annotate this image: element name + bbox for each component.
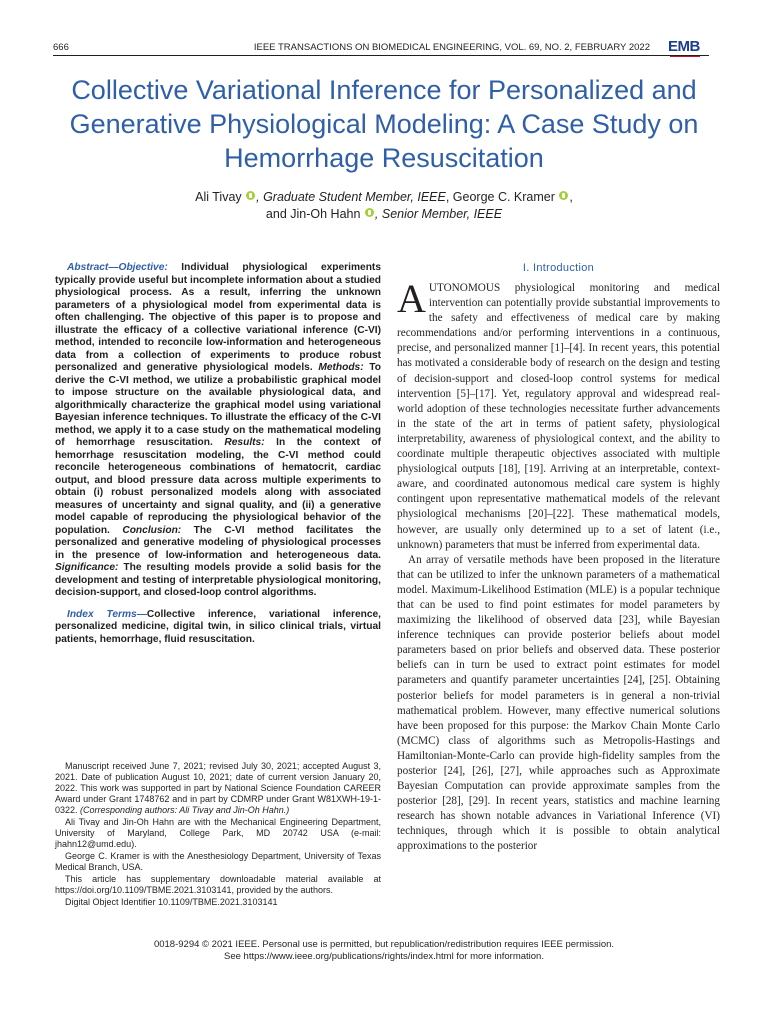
author-3-role: , Senior Member, IEEE <box>374 207 503 221</box>
copyright-notice <box>40 939 728 962</box>
copyright-line-2: See https://www.ieee.org/publications/rights/index.html for more information. <box>224 950 544 962</box>
abstract-methods: To derive the C-VI method, we utilize a probabilistic graphical model to impose structure on the available physiological data, and algorithmically characterize the graphical model using variational Bayesian inference techniques. To illustrate the efficacy of the C-VI method, we apply it to a case study on the mathematical modeling of hemorrhage resuscitation. <box>55 362 381 448</box>
footnote-affiliation-2: George C. Kramer is with the Anesthesiology Department, University of Texas Medical Branch, USA. <box>55 851 381 872</box>
header-rule <box>53 55 709 56</box>
page-number: 666 <box>53 42 69 53</box>
abstract-conclusion-label: Conclusion: <box>122 524 182 536</box>
author-2-name: , George C. Kramer <box>445 190 555 204</box>
intro-paragraph-1 <box>397 276 720 553</box>
footnote-affiliation-1: Ali Tivay and Jin-Oh Hahn are with the Mechanical Engineering Department, University of Maryland, College Park, MD 20742 USA (e-mail: jhahn12@umd.edu). <box>55 817 381 849</box>
footnote-supplementary: This article has supplementary downloadable material available at https://doi.org/10.1109/TBME.2021.3103141, provided by the authors. <box>55 874 381 895</box>
paper-title: Collective Variational Inference for Personalized and Generative Physiological Modeling: A Case Study on Hemorrhage Resuscitation <box>69 75 699 173</box>
abstract-conclusion: The C-VI method facilitates the personalized and generative modeling of physiological processes in the presence of low-information and heterogeneous data. <box>55 524 381 561</box>
emb-logo-text: EMB <box>668 38 700 55</box>
copyright-line-1: 0018-9294 © 2021 IEEE. Personal use is permitted, but republication/redistribution requires IEEE permission. <box>153 939 615 950</box>
intro-first-word: UTONOMOUS <box>428 282 501 294</box>
abstract-significance-label: Significance: <box>55 562 119 573</box>
orcid-icon[interactable] <box>559 191 568 200</box>
footnotes <box>55 761 381 909</box>
abstract-objective: Individual physiological experiments typically provide useful but incomplete information about a studied physiological process. As a result, inferring the unknown parameters of a physiological model from experimental data is often challenging. The objective of this paper is to propose and illustrate the efficacy of a collective variational inference (C-VI) method, intended to reconcile low-information and heterogeneous data from a collection of experiments to produce robust personalized and generative physiological models. <box>55 262 381 373</box>
abstract-significance: The resulting models provide a solid basis for the development and testing of interpretable physiological monitoring, decision-support, and closed-loop control algorithms. <box>55 562 381 598</box>
abstract <box>55 262 381 600</box>
intro-paragraph-2: An array of versatile methods have been proposed in the literature that can be utilized to infer the unknown parameters of a mathematical model. Maximum-Likelihood Estimation (MLE) is a popular technique that can be used to find point estimates for model parameters by maximizing the likelihood of observed data [23], while Bayesian inference techniques can provide posterior beliefs about model parameters based on prior beliefs and observed data. These posterior beliefs can in turn be used to extract point estimates for model parameters and quantify parameter uncertainties [24], [25]. Obtaining posterior beliefs for model parameters is in general a non-trivial mathematical problem. However, many effective numerical solutions have been proposed for this purpose: the Markov Chain Monte Carlo (MCMC) class of algorithms such as Metropolis-Hastings and Hamiltonian-Monte-Carlo can provide high-fidelity samples from the posterior [24], [26], [27], while approaches such as Approximate Bayesian Computation can provide approximate samples from the posterior [28], [29]. In recent years, statistics and machine learning research has shown notable advances in Variational Inference (VI) techniques, through which it is possible to obtain analytical approximations to the posterior <box>397 553 720 853</box>
abstract-objective-label: Objective: <box>118 262 168 273</box>
author-3-name: and Jin-Oh Hahn <box>265 207 361 221</box>
index-terms-text: Collective inference, variational inference, personalized medicine, digital twin, in silico clinical trials, virtual patients, hemorrhage, fluid resuscitation. <box>55 608 381 645</box>
abstract-methods-label: Methods: <box>318 362 364 373</box>
abstract-results: In the context of hemorrhage resuscitation modeling, the C-VI method could reconcile heterogeneous combinations of hematocrit, cardiac output, and blood pressure data across multiple experiments to obtain (i) robust personalized models along with associated measures of uncertainty and signal quality, and (ii) a generative model capable of reproducing the physiological behavior of the population. <box>55 437 382 536</box>
section-heading: I. Introduction <box>522 262 595 274</box>
left-column <box>55 262 381 646</box>
intro-paragraph-1-text: physiological monitoring and medical intervention can potentially provide substantial improvements to the safety and effectiveness of medical care by making recommendations and/or performing interventions in a continuous, precise, and personalized manner [1]–[4]. In recent years, this potential has motivated a considerable body of research on the design and testing of decision-support and closed-loop control systems for medical intervention [5]–[17]. Yet, regulatory approval and widespread real-world adoption of these technologies necessitate further advancements in the state of the art in terms of patient safety, physiological interpretability, awareness of physiological context, and the ability to coordinate multiple therapeutic objectives associated with multiple physiological outputs [18], [19]. Arriving at an interpretable, context-aware, and coordinated autonomous medical care system is highly contingent upon representative mathematical models of the relevant physiological mechanisms [20]–[22]. These mathematical models, however, are usually only determined up to a set of latent (i.e., unknown) parameters that must be inferred from experimental data. <box>397 282 720 551</box>
orcid-icon[interactable] <box>246 191 255 200</box>
author-1-name: Ali Tivay <box>195 190 242 204</box>
author-list <box>40 189 728 223</box>
author-1-role: , Graduate Student Member, IEEE <box>256 190 446 204</box>
right-column <box>397 262 720 855</box>
footnote-manuscript-text: Manuscript received June 7, 2021; revised July 30, 2021; accepted August 3, 2021. Date of publication August 10, 2021; date of current version January 20, 2022. This work was supported in part by National Science Foundation CAREER Award under Grant 1748762 and in part by CDMRP under Grant W81XWH-19-1-0322. <box>55 761 381 815</box>
footnote-manuscript <box>55 761 381 816</box>
journal-name: IEEE TRANSACTIONS ON BIOMEDICAL ENGINEERING, VOL. 69, NO. 2, FEBRUARY 2022 <box>253 42 650 53</box>
abstract-results-label: Results: <box>224 437 265 448</box>
footnote-corresponding: (Corresponding authors: Ali Tivay and Jin-Oh Hahn.) <box>80 805 290 815</box>
running-header <box>0 0 768 70</box>
orcid-icon[interactable] <box>365 208 374 217</box>
index-terms <box>55 609 381 647</box>
author-2-tail: , <box>569 190 573 204</box>
index-terms-label: Index Terms— <box>67 608 147 620</box>
drop-cap: A <box>397 276 426 321</box>
abstract-label: Abstract— <box>67 262 119 273</box>
footnote-doi: Digital Object Identifier 10.1109/TBME.2021.3103141 <box>65 897 278 907</box>
emb-logo <box>668 39 704 61</box>
